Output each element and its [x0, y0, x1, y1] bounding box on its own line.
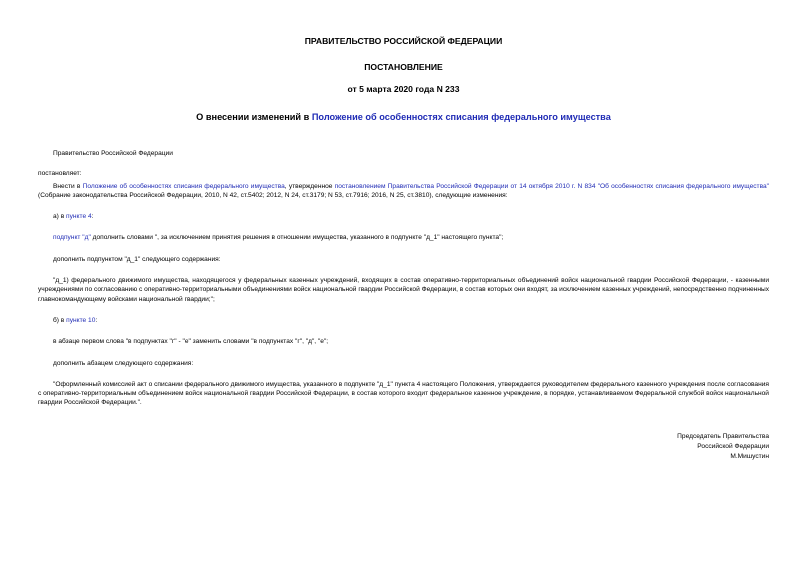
item-b-quote: "Оформленный комиссией акт о списании федерального движимого имущества, указанного в подпункте "д_1" пункта 4 настоящего Положения, утверждается руководителем федерального казенного учреждения после согласования с оперативно-территориальным объединением войск национальной гвардии Российской Федерации, в состав которого входит федеральное казенное учреждение, в порядке, устанавливаемом Федеральной службой войск национальной гвардии Российской Федерации.". [38, 380, 769, 407]
intro-text-2: , утвержденное [284, 182, 335, 190]
item-b-subpoint: в абзаце первом слова "в подпунктах "г" - "е" заменить словами "в подпунктах "г", "д", "е"; [53, 338, 329, 346]
item-a-quote: "д_1) федерального движимого имущества, находящегося у федеральных казенных учреждений, входящих в состав оперативно-территориальных объединений войск национальной гвардии Российской Федерации, - казенными учреждениями по согласованию с оперативно-территориальными объединениями войск национальной гвардии Российской Федерации, в состав которых они входят, за исключением казенных учреждений, непосредственно подчиненных главнокомандующему войсками национальной гвардии;"; [38, 277, 769, 303]
item-a-text-1: а) в [53, 213, 67, 221]
item-a-subpoint [38, 233, 769, 242]
item-b-text-2: : [95, 316, 98, 324]
intro-text-3: (Собрание законодательства Российской Федерации, 2010, N 42, ст.5402; 2012, N 24, ст.3179; N 53, ст.7916; 2016, N 25, ст.3810), следующие изменения: [38, 191, 508, 199]
intro-paragraph [38, 182, 769, 201]
item-b-addition: дополнить абзацем следующего содержания: [53, 359, 194, 367]
signature-line-2: Российской Федерации [697, 442, 769, 450]
authority-heading: ПРАВИТЕЛЬСТВО РОССИЙСКОЙ ФЕДЕРАЦИИ [304, 36, 503, 46]
signature-block [677, 432, 769, 461]
item-a-sub-link[interactable]: подпункт "д" [53, 234, 91, 242]
item-b [38, 316, 769, 325]
intro-text-1: Внести в [53, 182, 83, 190]
item-a-text-2: : [91, 213, 94, 221]
doc-type-heading: ПОСТАНОВЛЕНИЕ [364, 62, 443, 72]
item-b-link[interactable]: пункте 10 [66, 316, 96, 324]
preamble: Правительство Российской Федерации [53, 150, 173, 157]
document-title [38, 112, 769, 123]
document-page [38, 30, 769, 408]
item-b-text-1: б) в [53, 316, 67, 324]
item-a-sub-text: дополнить словами ", за исключением принятия решения в отношении имущества, указанного в подпункте "д_1" настоящего пункта"; [90, 234, 504, 242]
intro-link-regulation[interactable]: Положение об особенностях списания федерального имущества [82, 182, 285, 190]
item-a-addition: дополнить подпунктом "д_1" следующего содержания: [53, 255, 221, 263]
item-a [38, 212, 769, 221]
signature-line-1: Председатель Правительства [677, 433, 769, 440]
title-link[interactable]: Положение об особенностях списания федерального имущества [311, 112, 611, 122]
title-prefix: О внесении изменений в [196, 112, 312, 122]
signature-name: М.Мишустин [730, 452, 769, 460]
resolves-text: постановляет: [38, 170, 82, 178]
date-number-heading: от 5 марта 2020 года N 233 [347, 84, 460, 94]
item-a-link[interactable]: пункте 4 [66, 213, 92, 221]
intro-link-decree[interactable]: постановлением Правительства Российской Федерации от 14 октября 2010 г. N 834 "Об особенностях списания федерального имущества" [334, 182, 769, 190]
